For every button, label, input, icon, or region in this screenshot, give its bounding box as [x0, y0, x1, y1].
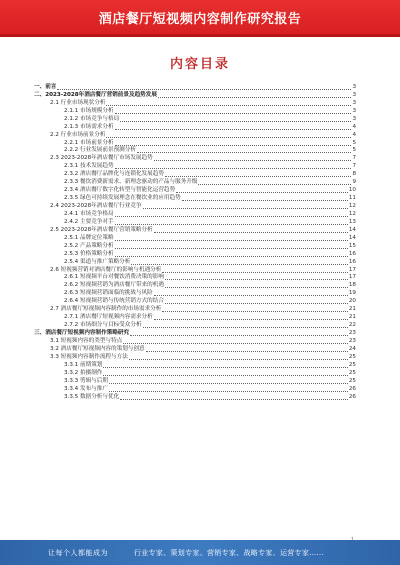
report-title: 酒店餐厅短视频内容制作研究报告 — [98, 11, 302, 27]
toc-entry-label: 一、前言 — [34, 83, 57, 90]
toc-entry[interactable] — [34, 187, 356, 195]
toc-entry-page: 13 — [348, 218, 356, 225]
toc-entry-label: 2.5.3 价格策略分析 — [64, 250, 114, 257]
toc-entry-page: 4 — [352, 123, 356, 130]
toc-leader-dots — [143, 327, 348, 328]
toc-entry[interactable] — [34, 362, 356, 370]
toc-leader-dots — [115, 145, 352, 146]
toc-entry-page: 9 — [352, 179, 356, 186]
toc-entry-page: 3 — [352, 107, 356, 114]
toc-leader-dots — [154, 160, 352, 161]
toc-entry[interactable] — [34, 211, 356, 219]
toc-entry-page: 25 — [348, 377, 356, 384]
toc-entry-page: 20 — [348, 298, 356, 305]
toc-entry[interactable] — [34, 338, 356, 346]
toc-entry[interactable] — [34, 306, 356, 314]
footer-slogan: 让每个人都能成为 — [48, 548, 108, 557]
toc-entry-page: 19 — [348, 290, 356, 297]
toc-entry[interactable] — [34, 100, 356, 108]
toc-entry-page: 12 — [348, 203, 356, 210]
toc-leader-dots — [115, 168, 352, 169]
toc-entry[interactable] — [34, 394, 356, 402]
toc-entry-label: 2.3 2023-2028年酒店餐厅市场发展趋势 — [50, 155, 153, 162]
toc-entry-page: 21 — [348, 306, 356, 313]
toc-entry-label: 2.6 短视频营销对酒店餐厅的影响与机遇分析 — [50, 266, 162, 273]
toc-entry-label: 2.2 行业市场前景分析 — [50, 131, 106, 138]
toc-entry-label: 2.3.2 酒店餐厅品牌化与连锁化发展趋势 — [64, 171, 164, 178]
toc-leader-dots — [158, 97, 351, 98]
toc-entry-label: 3.3.2 拍摄制作 — [64, 369, 103, 376]
toc-entry-label: 2.3.3 餐饮消费新需求、新理念驱动的产品与服务升级 — [64, 179, 198, 186]
toc-leader-dots — [165, 176, 352, 177]
toc-entry-label: 二、2023-2028年酒店餐厅营销前景及趋势发展 — [34, 91, 157, 98]
toc-entry-label: 2.7.1 酒店餐厅短视频内容需求分析 — [64, 314, 153, 321]
toc-entry-label: 2.5.2 产品策略分析 — [64, 242, 114, 249]
toc-entry[interactable] — [34, 251, 356, 259]
toc-entry-label: 2.3.1 技术发展趋势 — [64, 163, 114, 170]
toc-entry-page: 17 — [348, 266, 356, 273]
toc-entry-label: 3.1 短视频内容的类型与特点 — [50, 337, 123, 344]
toc-entry-label: 2.3.4 酒店餐厅数字化转型与智能化运营趋势 — [64, 187, 176, 194]
toc-entry-page: 10 — [348, 187, 356, 194]
toc-leader-dots — [146, 351, 348, 352]
toc-entry-page: 26 — [348, 393, 356, 400]
toc-entry-label: 2.1.3 市场需求分析 — [64, 123, 114, 130]
toc-leader-dots — [143, 208, 348, 209]
toc-leader-dots — [103, 375, 347, 376]
toc-entry[interactable] — [34, 354, 356, 362]
toc-leader-dots — [109, 383, 348, 384]
toc-entry-page: 5 — [352, 139, 356, 146]
toc-entry-label: 2.3.5 绿色可持续发展理念在餐饮业的应用趋势 — [64, 195, 181, 202]
toc-leader-dots — [131, 264, 348, 265]
toc-entry[interactable] — [34, 84, 356, 92]
toc-entry-label: 2.1.2 市场竞争与格局 — [64, 115, 120, 122]
toc-leader-dots — [198, 184, 351, 185]
toc-entry[interactable] — [34, 386, 356, 394]
toc-entry-page: 25 — [348, 353, 356, 360]
toc-entry[interactable] — [34, 132, 356, 140]
toc-entry[interactable] — [34, 124, 356, 132]
toc-entry-page: 12 — [348, 210, 356, 217]
toc-leader-dots — [137, 152, 351, 153]
toc-entry-page: 16 — [348, 258, 356, 265]
toc-entry-page: 17 — [348, 274, 356, 281]
table-of-contents — [34, 84, 356, 402]
toc-leader-dots — [106, 137, 351, 138]
toc-entry-label: 3.3.1 前期策划 — [64, 361, 103, 368]
toc-entry[interactable] — [34, 227, 356, 235]
toc-entry[interactable] — [34, 235, 356, 243]
toc-leader-dots — [182, 200, 348, 201]
toc-entry-page: 21 — [348, 314, 356, 321]
toc-leader-dots — [57, 89, 351, 90]
toc-leader-dots — [106, 105, 351, 106]
toc-leader-dots — [162, 311, 348, 312]
toc-entry[interactable] — [34, 330, 356, 338]
toc-entry[interactable] — [34, 203, 356, 211]
toc-leader-dots — [165, 279, 348, 280]
toc-entry-label: 2.2.2 行业发展前景预测分析 — [64, 147, 136, 154]
toc-entry-page: 14 — [348, 226, 356, 233]
toc-entry-label: 三、酒店餐厅短视频内容制作策略研究 — [34, 330, 130, 337]
toc-entry-label: 2.4.1 市场竞争格局 — [64, 210, 114, 217]
toc-leader-dots — [154, 319, 348, 320]
footer-tagline: 行业专家、策划专家、营销专家、战略专家、运营专家…… — [134, 548, 324, 557]
toc-leader-dots — [115, 216, 348, 217]
toc-entry-page: 15 — [348, 242, 356, 249]
toc-leader-dots — [130, 335, 348, 336]
toc-entry-page: 25 — [348, 369, 356, 376]
toc-leader-dots — [115, 113, 352, 114]
toc-entry-page: 18 — [348, 282, 356, 289]
toc-entry-label: 2.6.2 短视频营销为酒店餐厅带来的机遇 — [64, 282, 164, 289]
toc-entry-label: 3.3.4 发布与推广 — [64, 385, 108, 392]
toc-entry-label: 3.2 酒店餐厅短视频内容的策划与创意 — [50, 345, 145, 352]
toc-leader-dots — [120, 399, 348, 400]
toc-entry[interactable] — [34, 116, 356, 124]
toc-entry-label: 2.4.2 主要竞争对手 — [64, 218, 114, 225]
toc-entry-page: 11 — [348, 195, 356, 202]
toc-leader-dots — [123, 343, 348, 344]
toc-entry-page: 7 — [352, 163, 356, 170]
toc-entry[interactable] — [34, 346, 356, 354]
toc-entry[interactable] — [34, 370, 356, 378]
toc-entry-label: 2.7.2 市场细分与目标受众分析 — [64, 322, 142, 329]
toc-entry-page: 25 — [348, 361, 356, 368]
toc-entry[interactable] — [34, 243, 356, 251]
toc-entry-page: 23 — [348, 337, 356, 344]
toc-entry-page: 23 — [348, 330, 356, 337]
toc-entry[interactable] — [34, 195, 356, 203]
toc-entry-page: 24 — [348, 345, 356, 352]
toc-entry-label: 2.1.1 市场规模分析 — [64, 107, 114, 114]
toc-leader-dots — [115, 256, 348, 257]
toc-entry[interactable] — [34, 259, 356, 267]
footer-banner — [0, 540, 400, 565]
toc-leader-dots — [115, 248, 348, 249]
toc-entry-label: 2.1 行业市场现状分析 — [50, 99, 106, 106]
toc-leader-dots — [115, 224, 348, 225]
toc-entry-label: 2.5 2023-2028年酒店餐厅营销策略分析 — [50, 226, 153, 233]
toc-entry-page: 5 — [352, 147, 356, 154]
toc-entry[interactable] — [34, 378, 356, 386]
toc-entry-page: 7 — [352, 155, 356, 162]
toc-leader-dots — [109, 391, 348, 392]
toc-entry-label: 2.6.3 短视频营销面临的挑战与风险 — [64, 290, 153, 297]
toc-entry-page: 4 — [352, 131, 356, 138]
toc-heading: 内容目录 — [169, 57, 230, 72]
toc-entry-label: 2.6.4 短视频营销与传统营销方式的结合 — [64, 298, 164, 305]
toc-entry-page: 16 — [348, 250, 356, 257]
toc-leader-dots — [176, 192, 348, 193]
toc-entry-label: 3.3.5 数据分析与优化 — [64, 393, 120, 400]
toc-entry[interactable] — [34, 108, 356, 116]
toc-entry-page: 3 — [352, 91, 356, 98]
toc-leader-dots — [115, 129, 352, 130]
toc-entry-label: 2.5.1 品牌定位策略 — [64, 234, 114, 241]
toc-entry[interactable] — [34, 322, 356, 330]
toc-entry-page: 22 — [348, 322, 356, 329]
toc-entry[interactable] — [34, 219, 356, 227]
toc-leader-dots — [103, 367, 347, 368]
toc-entry-label: 2.5.4 渠道与推广策略分析 — [64, 258, 131, 265]
toc-entry-label: 2.4 2023-2028年酒店餐厅行业竞争 — [50, 203, 142, 210]
toc-leader-dots — [120, 121, 351, 122]
toc-entry-page: 3 — [352, 115, 356, 122]
toc-leader-dots — [165, 303, 348, 304]
toc-entry-label: 2.2.1 市场前景分析 — [64, 139, 114, 146]
report-header — [0, 0, 400, 34]
toc-entry-label: 3.3.3 剪辑与后期 — [64, 377, 108, 384]
header-accent-bar — [0, 34, 400, 37]
toc-entry-page: 3 — [352, 83, 356, 90]
toc-entry[interactable] — [34, 314, 356, 322]
toc-entry-page: 3 — [352, 99, 356, 106]
toc-entry-page: 14 — [348, 234, 356, 241]
toc-entry-label: 3.3 短视频内容制作流程与方法 — [50, 353, 128, 360]
toc-entry-label: 2.6.1 短视频平台对餐饮消费决策的影响 — [64, 274, 164, 281]
toc-entry-page: 8 — [352, 171, 356, 178]
toc-leader-dots — [154, 295, 348, 296]
toc-entry[interactable] — [34, 92, 356, 100]
toc-entry-label: 2.7 酒店餐厅短视频内容制作的市场需求分析 — [50, 306, 162, 313]
toc-leader-dots — [154, 232, 348, 233]
toc-leader-dots — [162, 272, 348, 273]
toc-entry-page: 26 — [348, 385, 356, 392]
toc-entry[interactable] — [34, 179, 356, 187]
toc-leader-dots — [129, 359, 348, 360]
toc-leader-dots — [115, 240, 348, 241]
toc-leader-dots — [165, 287, 348, 288]
